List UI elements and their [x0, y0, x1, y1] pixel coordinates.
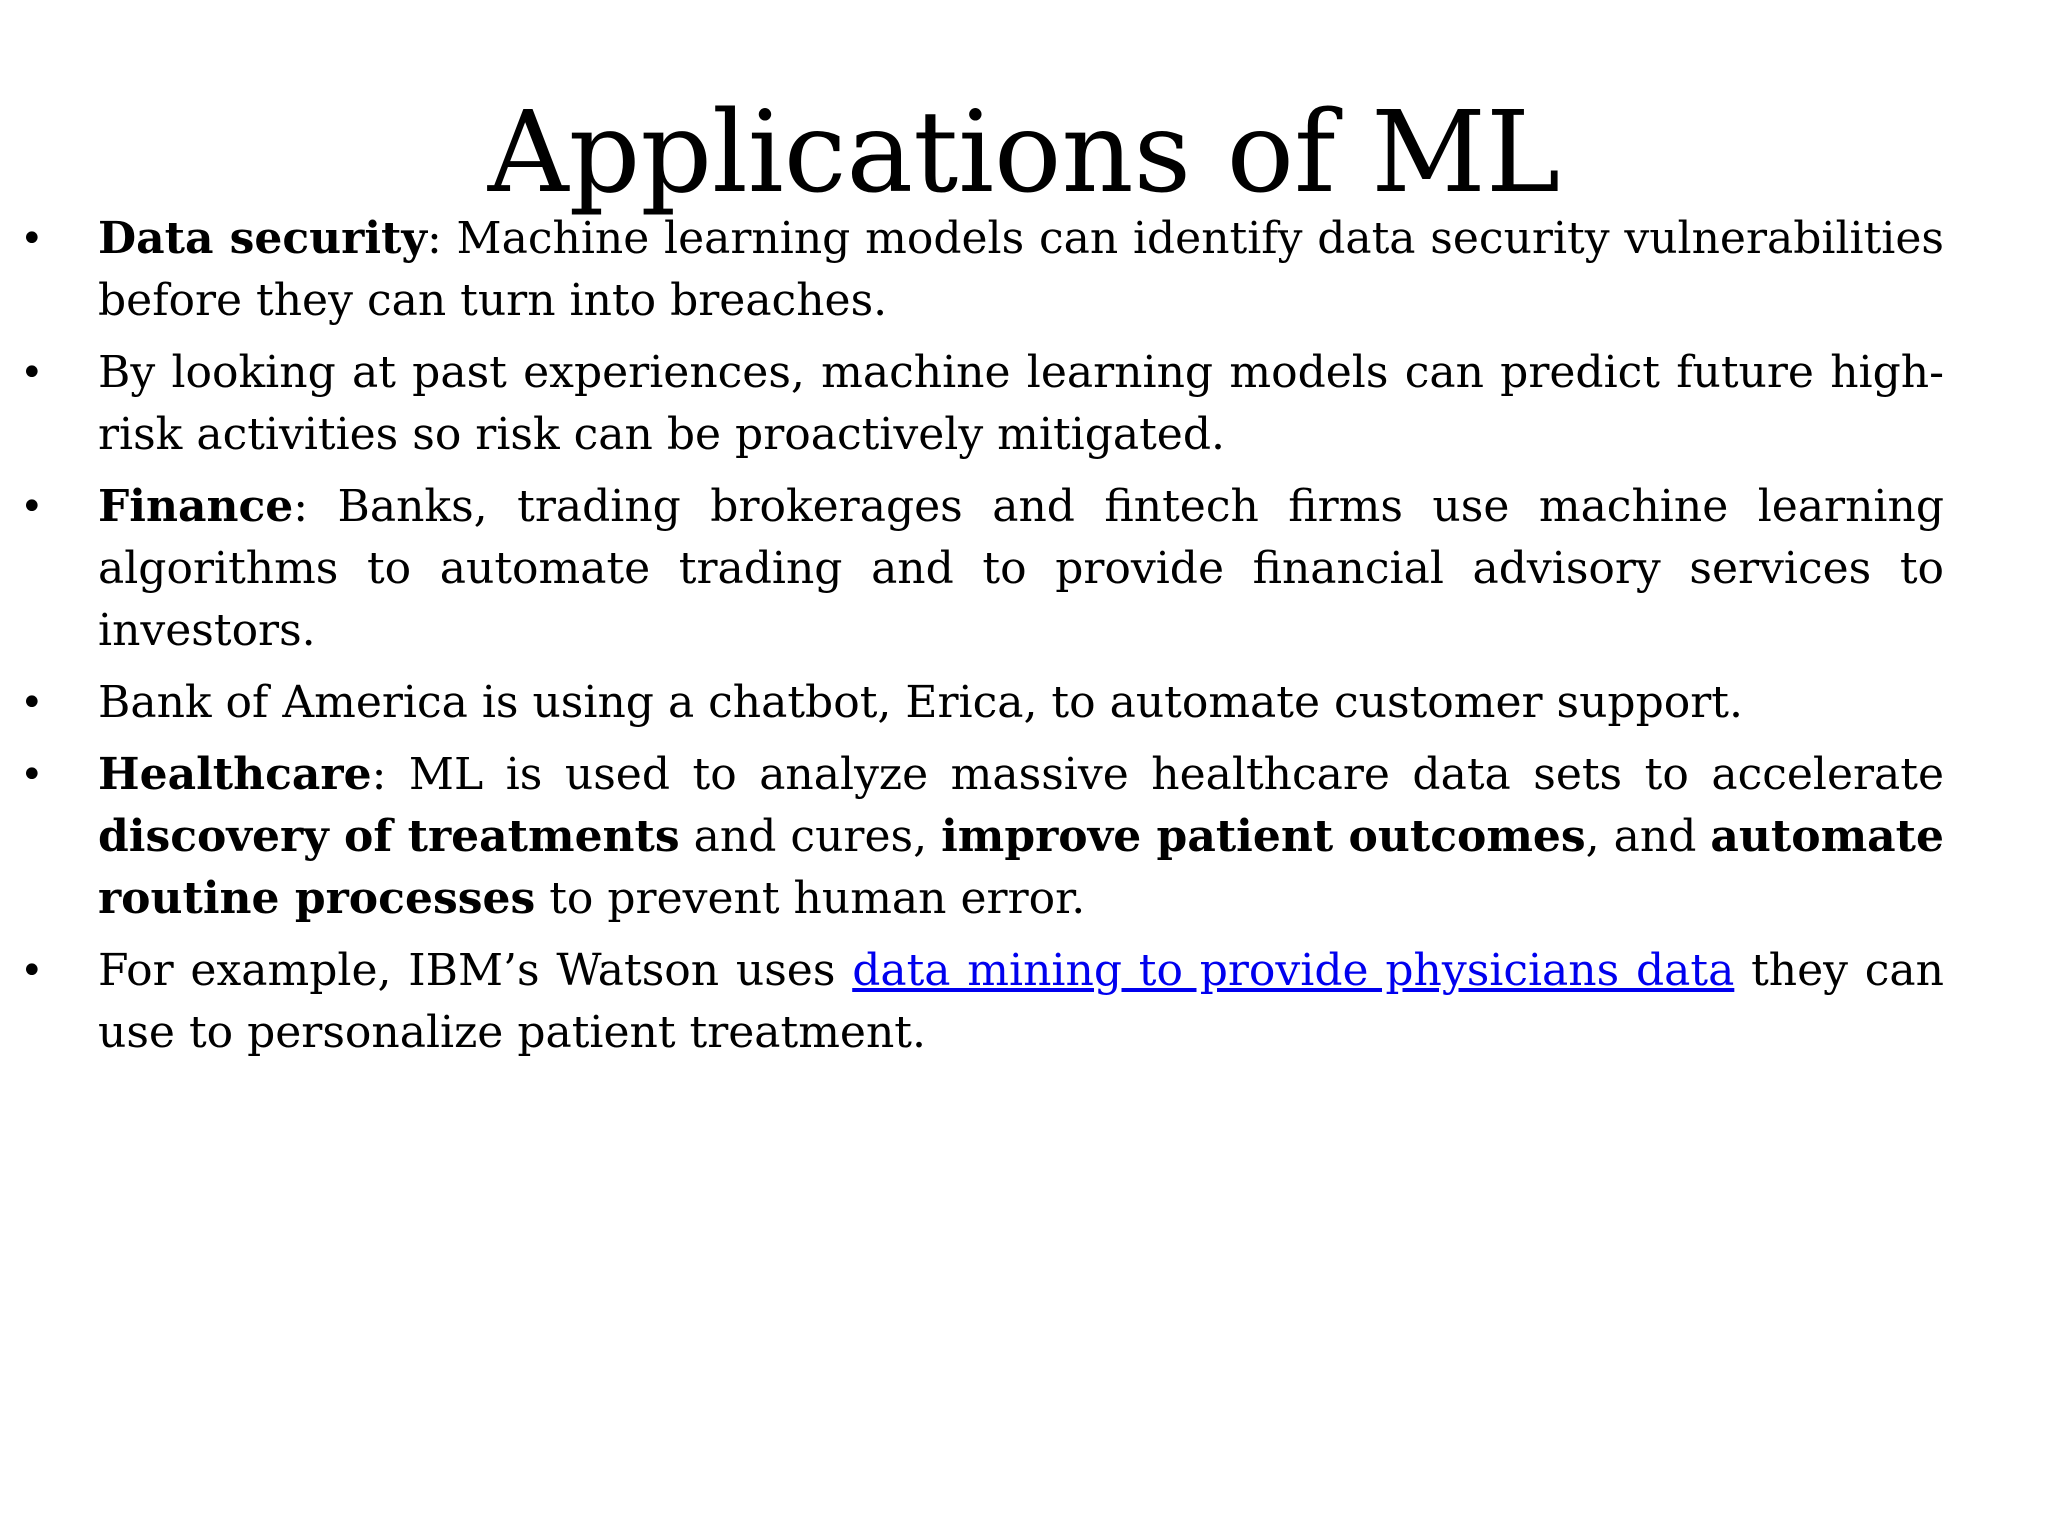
bullet-text	[98, 342, 1944, 466]
bullet-item	[0, 208, 2048, 332]
bullet-keyword: discovery of treatments	[98, 811, 680, 862]
bullet-item	[0, 940, 2048, 1064]
bullet-keyword: automate routine processes	[98, 811, 1944, 924]
bullet-item	[0, 744, 2048, 930]
bullet-marker-icon: •	[20, 948, 44, 994]
bullet-item	[0, 342, 2048, 466]
bullet-marker-icon: •	[20, 680, 44, 726]
bullet-marker-icon: •	[20, 752, 44, 798]
bullet-text	[98, 476, 1944, 662]
bullet-keyword: Finance	[98, 481, 294, 532]
bullet-marker-icon: •	[20, 484, 44, 530]
bullet-segment: and cures,	[679, 811, 942, 862]
bullet-segment: : Banks, trading brokerages and fintech firms use machine learning algorithms to automate trading and to provide financial advisory services to investors.	[98, 481, 1944, 656]
bullet-text	[98, 672, 1944, 734]
bullet-text	[98, 208, 1944, 332]
bullet-list	[0, 208, 2048, 1074]
bullet-marker-icon: •	[20, 216, 44, 262]
slide-title: Applications of ML	[487, 88, 1561, 218]
bullet-text	[98, 744, 1944, 930]
bullet-segment: they can use to personalize patient treatment.	[98, 945, 1944, 1058]
bullet-segment: For example, IBM’s Watson uses	[98, 945, 853, 996]
bullet-segment: Bank of America is using a chatbot, Erica, to automate customer support.	[98, 677, 1743, 728]
bullet-segment: : Machine learning models can identify data security vulnerabilities before they can turn into breaches.	[98, 213, 1944, 326]
bullet-keyword: Healthcare	[98, 749, 372, 800]
bullet-segment: , and	[1585, 811, 1711, 862]
bullet-item	[0, 476, 2048, 662]
bullet-keyword: Data security	[98, 213, 427, 264]
bullet-segment: to prevent human error.	[535, 873, 1086, 924]
bullet-marker-icon: •	[20, 350, 44, 396]
bullet-segment: By looking at past experiences, machine learning models can predict future high-risk activities so risk can be proactively mitigated.	[98, 347, 1944, 460]
bullet-segment: : ML is used to analyze massive healthcare data sets to accelerate	[371, 749, 1944, 800]
bullet-item	[0, 672, 2048, 734]
watson-data-mining-link[interactable]: data mining to provide physicians data	[852, 945, 1735, 996]
bullet-text	[98, 940, 1944, 1064]
bullet-keyword: improve patient outcomes	[941, 811, 1586, 862]
